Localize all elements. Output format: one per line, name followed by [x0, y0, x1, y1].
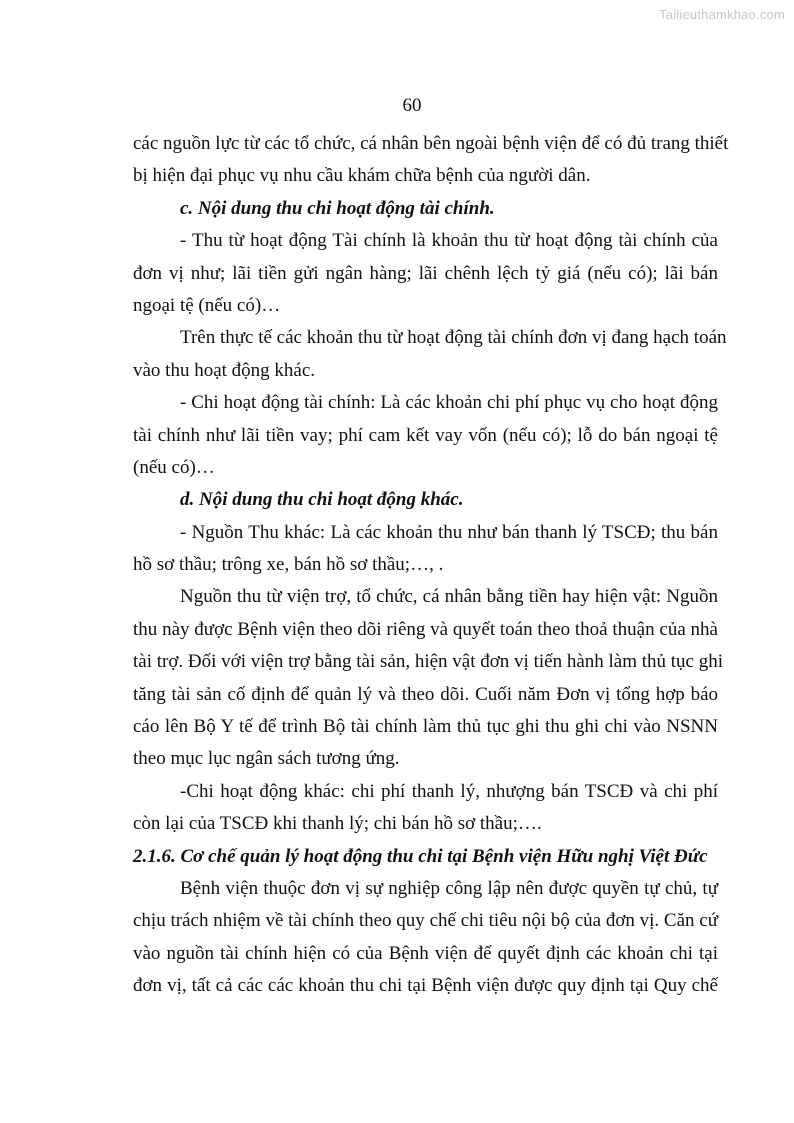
text-line: Bệnh viện thuộc đơn vị sự nghiệp công lập nên được quyền tự chủ, tự — [180, 877, 718, 899]
text-line: ngoại tệ (nếu có)… — [133, 294, 281, 316]
text-line: tài chính như lãi tiền vay; phí cam kết vay vốn (nếu có); lỗ do bán ngoại tệ — [133, 424, 718, 446]
page-number: 60 — [402, 95, 422, 116]
text-line: - Nguồn Thu khác: Là các khoản thu như bán thanh lý TSCĐ; thu bán — [180, 521, 718, 543]
text-line: (nếu có)… — [133, 456, 215, 478]
section-heading-c: c. Nội dung thu chi hoạt động tài chính. — [180, 197, 495, 219]
text-line: đơn vị như; lãi tiền gửi ngân hàng; lãi chênh lệch tỷ giá (nếu có); lãi bán — [133, 262, 718, 284]
section-heading-2-1-6: 2.1.6. Cơ chế quản lý hoạt động thu chi tại Bệnh viện Hữu nghị Việt Đức — [133, 845, 708, 867]
text-line: Nguồn thu từ viện trợ, tổ chức, cá nhân bằng tiền hay hiện vật: Nguồn — [180, 586, 718, 608]
text-line: bị hiện đại phục vụ nhu cầu khám chữa bệnh của người dân. — [133, 165, 591, 187]
text-line: - Chi hoạt động tài chính: Là các khoản chi phí phục vụ cho hoạt động — [180, 392, 718, 414]
text-line: - Thu từ hoạt động Tài chính là khoản thu từ hoạt động tài chính của — [180, 230, 718, 252]
text-line: còn lại của TSCĐ khi thanh lý; chi bán hồ sơ thầu;…. — [133, 813, 542, 835]
text-line: vào nguồn tài chính hiện có của Bệnh viện để quyết định các khoản chi tại — [133, 942, 718, 964]
text-line: thu này được Bệnh viện theo dõi riêng và quyết toán theo thoả thuận của nhà — [133, 618, 718, 640]
text-line: tăng tài sản cố định để quản lý và theo dõi. Cuối năm Đơn vị tổng hợp báo — [133, 683, 718, 705]
section-heading-d: d. Nội dung thu chi hoạt động khác. — [180, 489, 464, 511]
text-line: theo mục lục ngân sách tương ứng. — [133, 748, 400, 770]
text-line: các nguồn lực từ các tổ chức, cá nhân bên ngoài bệnh viện để có đủ trang thiết — [133, 133, 729, 154]
watermark: Tailieuthamkhao.com — [659, 7, 785, 22]
text-line: cáo lên Bộ Y tế để trình Bộ tài chính làm thủ tục ghi thu ghi chi vào NSNN — [133, 716, 718, 738]
document-body — [133, 128, 729, 1003]
text-line: hồ sơ thầu; trông xe, bán hồ sơ thầu;…, . — [133, 554, 444, 576]
text-line: vào thu hoạt động khác. — [133, 359, 316, 381]
text-line: tài trợ. Đối với viện trợ bằng tài sản, hiện vật đơn vị tiến hành làm thủ tục ghi — [133, 651, 724, 673]
text-line: chịu trách nhiệm về tài chính theo quy chế chi tiêu nội bộ của đơn vị. Căn cứ — [133, 910, 718, 932]
text-line: đơn vị, tất cả các các khoản thu chi tại Bệnh viện được quy định tại Quy chế — [133, 975, 718, 997]
text-line: -Chi hoạt động khác: chi phí thanh lý, nhượng bán TSCĐ và chi phí — [180, 780, 718, 802]
text-line: Trên thực tế các khoản thu từ hoạt động tài chính đơn vị đang hạch toán — [180, 327, 727, 349]
